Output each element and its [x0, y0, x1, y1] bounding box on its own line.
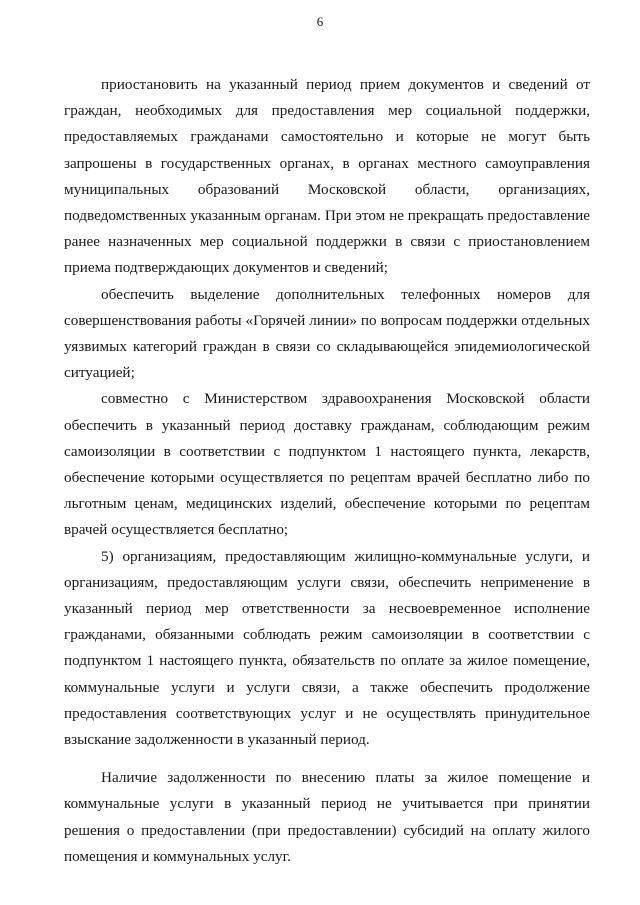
paragraph-medicine-delivery: совместно с Министерством здравоохранения Московской области обеспечить в указанный период доставку гражданам, соблюдающим режим самоизоляции в соответствии с подпунктом 1 настоящего пункта, лекарств, обеспечение которыми осуществляется по рецептам врачей бесплатно либо по льготным ценам, медицинских изделий, обеспечение которыми по рецептам врачей осуществляется бесплатно; — [64, 390, 590, 539]
paragraph-suspend-documents: приостановить на указанный период прием документов и сведений от граждан, необходимых для предоставления мер социальной поддержки, предоставляемых гражданами самостоятельно и которые не могут быть запрошены в государственных органах, в органах местного самоуправления муниципальных образований Московской области, организациях, подведомственных указанным органам. При этом не прекращать предоставление ранее назначенных мер социальной поддержки в связи с приостановлением приема подтверждающих документов и сведений; — [64, 76, 590, 277]
paragraph-hotline-numbers: обеспечить выделение дополнительных телефонных номеров для совершенствования работы «Горячей линии» по вопросам поддержки отдельных уязвимых категорий граждан в связи со складывающейся эпидемиологической ситуацией; — [64, 285, 590, 382]
page-number: 6 — [316, 14, 324, 29]
paragraph-debt-subsidies: Наличие задолженности по внесению платы за жилое помещение и коммунальные услуги в указанный период не учитывается при принятии решения о предоставлении (при предоставлении) субсидий на оплату жилого помещения и коммунальных услуг. — [64, 769, 590, 865]
document-body — [64, 72, 590, 870]
paragraph-utilities-organizations: 5) организациям, предоставляющим жилищно-коммунальные услуги, и организациям, предоставляющим услуги связи, обеспечить неприменение в указанный период мер ответственности за несвоевременное исполнение гражданами, обязанными соблюдать режим самоизоляции в соответствии с подпунктом 1 настоящего пункта, обязательств по оплате за жилое помещение, коммунальные услуги и услуги связи, а также обеспечить продолжение предоставления соответствующих услуг и не осуществлять принудительное взыскание задолженности в указанный период. — [64, 547, 590, 749]
